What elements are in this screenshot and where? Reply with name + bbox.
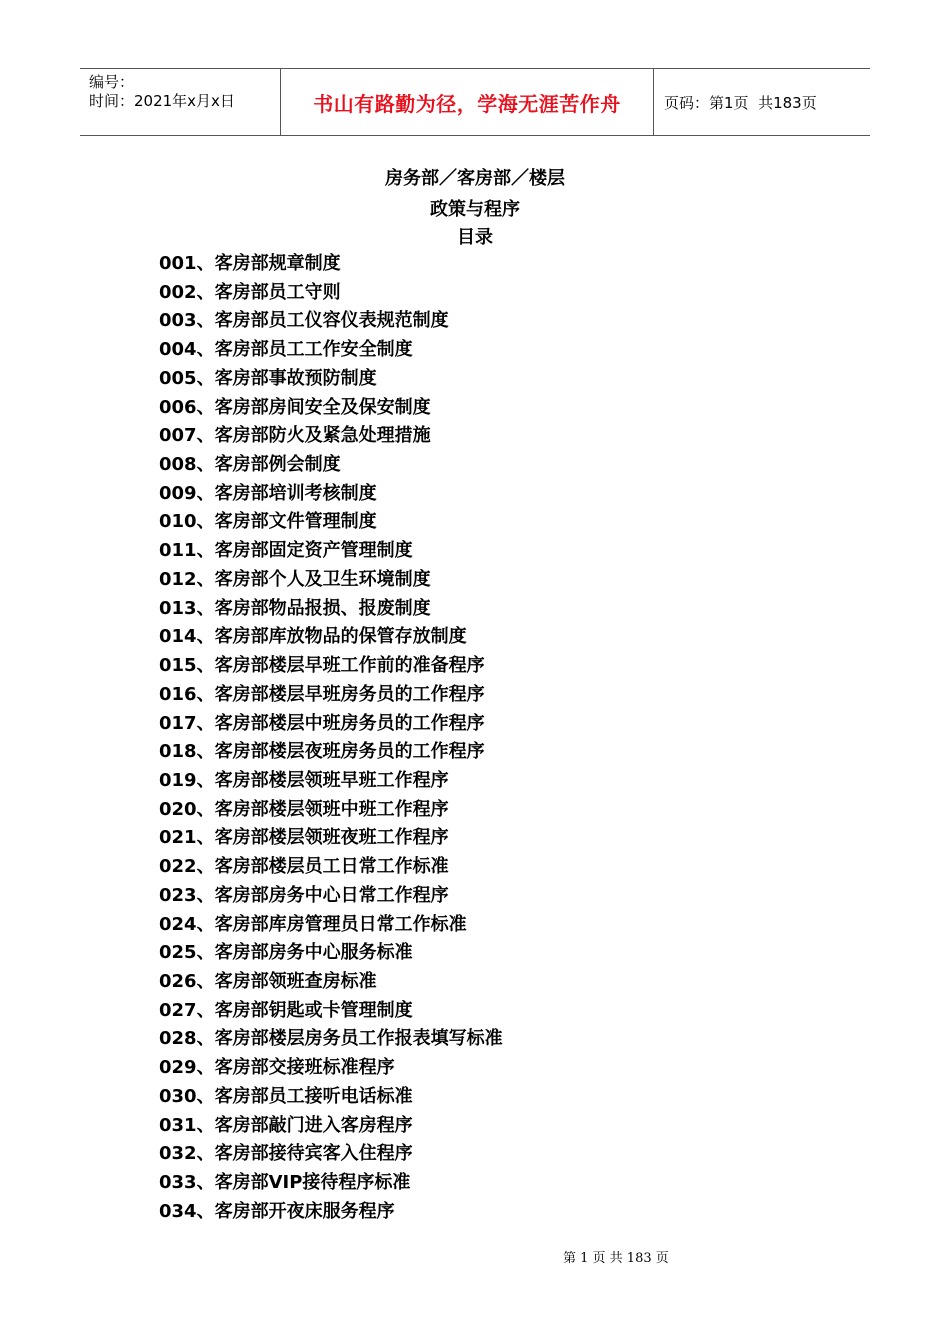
toc-item: 003、客房部员工仪容仪表规范制度 bbox=[159, 310, 449, 332]
toc-item: 014、客房部库放物品的保管存放制度 bbox=[159, 626, 467, 648]
toc-item: 026、客房部领班查房标准 bbox=[159, 970, 377, 992]
document-title-line2: 政策与程序 bbox=[430, 199, 520, 220]
toc-item: 032、客房部接待宾客入住程序 bbox=[159, 1143, 413, 1165]
table-of-contents bbox=[159, 250, 503, 1226]
toc-item: 025、客房部房务中心服务标准 bbox=[159, 942, 413, 964]
toc-item: 004、客房部员工工作安全制度 bbox=[159, 339, 413, 361]
header-page-info bbox=[654, 69, 870, 135]
toc-item: 008、客房部例会制度 bbox=[159, 454, 341, 476]
toc-item: 019、客房部楼层领班早班工作程序 bbox=[159, 769, 449, 791]
toc-item: 010、客房部文件管理制度 bbox=[159, 511, 377, 533]
toc-item: 005、客房部事故预防制度 bbox=[159, 367, 377, 389]
toc-item: 020、客房部楼层领班中班工作程序 bbox=[159, 798, 449, 820]
toc-item: 024、客房部库房管理员日常工作标准 bbox=[159, 913, 467, 935]
toc-item: 034、客房部开夜床服务程序 bbox=[159, 1200, 395, 1222]
toc-item: 006、客房部房间安全及保安制度 bbox=[159, 396, 431, 418]
document-date-label: 时间：2021年x月x日 bbox=[89, 92, 235, 110]
toc-item: 018、客房部楼层夜班房务员的工作程序 bbox=[159, 741, 485, 763]
toc-item: 027、客房部钥匙或卡管理制度 bbox=[159, 999, 413, 1021]
toc-item: 009、客房部培训考核制度 bbox=[159, 482, 377, 504]
toc-item: 011、客房部固定资产管理制度 bbox=[159, 540, 413, 562]
toc-item: 001、客房部规章制度 bbox=[159, 253, 341, 274]
page-footer: 第 1 页 共 183 页 bbox=[563, 1251, 669, 1266]
document-number-label: 编号： bbox=[89, 73, 135, 91]
toc-item: 028、客房部楼层房务员工作报表填写标准 bbox=[159, 1028, 503, 1050]
toc-item: 031、客房部敲门进入客房程序 bbox=[159, 1114, 413, 1136]
toc-item: 030、客房部员工接听电话标准 bbox=[159, 1085, 413, 1107]
toc-item: 015、客房部楼层早班工作前的准备程序 bbox=[159, 655, 485, 677]
document-title-line3: 目录 bbox=[457, 227, 493, 248]
toc-item: 033、客房部VIP接待程序标准 bbox=[159, 1172, 411, 1193]
toc-item: 013、客房部物品报损、报废制度 bbox=[159, 597, 431, 619]
toc-item: 017、客房部楼层中班房务员的工作程序 bbox=[159, 712, 485, 734]
toc-item: 016、客房部楼层早班房务员的工作程序 bbox=[159, 683, 485, 705]
header-motto: 书山有路勤为径，学海无涯苦作舟 bbox=[281, 69, 654, 135]
toc-item: 029、客房部交接班标准程序 bbox=[159, 1057, 395, 1079]
header-page-info-text: 页码：第1页 共183页 bbox=[664, 93, 817, 112]
toc-item: 021、客房部楼层领班夜班工作程序 bbox=[159, 827, 449, 849]
document-title-line1: 房务部／客房部／楼层 bbox=[385, 168, 565, 189]
toc-item: 022、客房部楼层员工日常工作标准 bbox=[159, 856, 449, 878]
toc-item: 012、客房部个人及卫生环境制度 bbox=[159, 568, 431, 590]
header-table bbox=[80, 68, 870, 136]
toc-item: 007、客房部防火及紧急处理措施 bbox=[159, 425, 431, 447]
toc-item: 023、客房部房务中心日常工作程序 bbox=[159, 884, 449, 906]
toc-item: 002、客房部员工守则 bbox=[159, 281, 341, 303]
header-meta bbox=[80, 69, 281, 135]
